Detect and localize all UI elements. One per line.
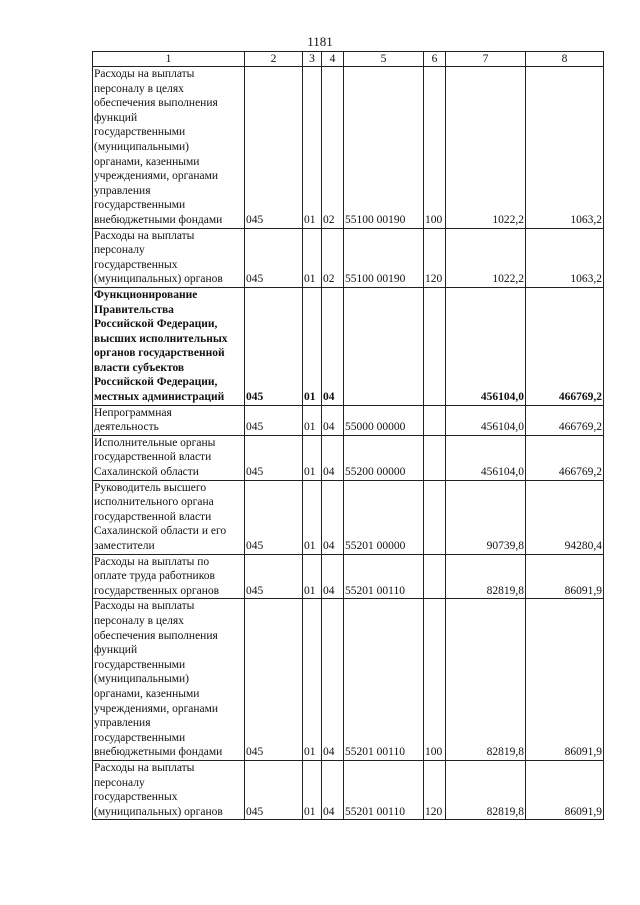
row-name: [93, 554, 245, 599]
target-article-code: 55100 00190: [344, 67, 424, 229]
row-name-line: Непрограммная: [94, 406, 172, 419]
row-name-line: Расходы на выплаты: [94, 68, 195, 80]
target-article-code: 55201 00110: [344, 760, 424, 819]
ministry-code: 045: [245, 405, 303, 435]
row-name-line: персоналу в целях: [94, 82, 184, 95]
table-body: [93, 67, 604, 820]
section-code: 01: [303, 287, 322, 405]
ministry-code: 045: [245, 435, 303, 480]
amount-year-2: 1063,2: [526, 67, 604, 229]
expense-type-code: [424, 435, 446, 480]
target-article-code: 55201 00000: [344, 480, 424, 554]
amount-year-1: 1022,2: [446, 67, 526, 229]
row-name-line: внебюджетными фондами: [94, 746, 223, 759]
row-name-line: Российской Федерации,: [94, 318, 218, 331]
row-name-line: Расходы на выплаты по: [94, 555, 210, 568]
row-name-line: (муниципальными): [94, 140, 189, 153]
ministry-code: 045: [245, 287, 303, 405]
row-name-line: органами, казенными: [94, 155, 200, 168]
table-row: [93, 599, 604, 761]
row-name-line: персоналу: [94, 776, 145, 789]
row-name-line: (муниципальных) органов: [94, 805, 223, 818]
expense-type-code: 100: [424, 67, 446, 229]
expense-type-code: 120: [424, 760, 446, 819]
table-row: [93, 287, 604, 405]
table-row: [93, 228, 604, 287]
row-name: [93, 599, 245, 761]
column-header: 7: [446, 52, 526, 67]
amount-year-1: 82819,8: [446, 760, 526, 819]
row-name-line: персоналу: [94, 244, 145, 257]
row-name-line: государственными: [94, 731, 186, 744]
subsection-code: 04: [322, 760, 344, 819]
table-row: [93, 435, 604, 480]
amount-year-1: 82819,8: [446, 554, 526, 599]
row-name-line: функций: [94, 644, 138, 657]
target-article-code: 55201 00110: [344, 554, 424, 599]
row-name-line: управления: [94, 184, 151, 197]
column-header: 5: [344, 52, 424, 67]
amount-year-1: 456104,0: [446, 405, 526, 435]
amount-year-2: 94280,4: [526, 480, 604, 554]
target-article-code: [344, 287, 424, 405]
row-name: [93, 228, 245, 287]
section-code: 01: [303, 760, 322, 819]
row-name-line: Российской Федерации,: [94, 376, 218, 389]
amount-year-2: 466769,2: [526, 405, 604, 435]
subsection-code: 04: [322, 554, 344, 599]
subsection-code: 04: [322, 287, 344, 405]
row-name-line: Сахалинской области: [94, 466, 199, 479]
amount-year-2: 86091,9: [526, 760, 604, 819]
amount-year-2: 1063,2: [526, 228, 604, 287]
subsection-code: 04: [322, 405, 344, 435]
budget-table: [92, 51, 604, 820]
section-code: 01: [303, 67, 322, 229]
row-name-line: обеспечения выполнения: [94, 97, 218, 110]
row-name-line: органами, казенными: [94, 687, 200, 700]
subsection-code: 02: [322, 228, 344, 287]
row-name-line: местных администраций: [94, 391, 225, 404]
column-header: 8: [526, 52, 604, 67]
row-name-line: высших исполнительных: [94, 332, 228, 345]
table-row: [93, 554, 604, 599]
row-name-line: государственной власти: [94, 510, 212, 523]
row-name-line: Исполнительные органы: [94, 436, 216, 449]
ministry-code: 045: [245, 228, 303, 287]
header-row: [93, 52, 604, 67]
ministry-code: 045: [245, 760, 303, 819]
ministry-code: 045: [245, 599, 303, 761]
table-row: [93, 760, 604, 819]
row-name-line: Правительства: [94, 303, 174, 316]
row-name-line: исполнительного органа: [94, 496, 214, 509]
row-name-line: деятельность: [94, 421, 159, 434]
amount-year-2: 466769,2: [526, 435, 604, 480]
row-name-line: государственной власти: [94, 451, 212, 464]
row-name-line: государственными: [94, 199, 186, 212]
amount-year-1: 456104,0: [446, 287, 526, 405]
row-name: [93, 760, 245, 819]
row-name-line: персоналу в целях: [94, 614, 184, 627]
row-name-line: Расходы на выплаты: [94, 600, 195, 613]
row-name: [93, 67, 245, 229]
row-name-line: функций: [94, 111, 138, 124]
row-name: [93, 405, 245, 435]
target-article-code: 55100 00190: [344, 228, 424, 287]
expense-type-code: [424, 405, 446, 435]
target-article-code: 55200 00000: [344, 435, 424, 480]
amount-year-1: 82819,8: [446, 599, 526, 761]
column-header: 6: [424, 52, 446, 67]
row-name-line: обеспечения выполнения: [94, 629, 218, 642]
row-name-line: Расходы на выплаты: [94, 761, 195, 774]
row-name-line: оплате труда работников: [94, 570, 215, 583]
table-row: [93, 405, 604, 435]
row-name-line: заместители: [94, 540, 155, 552]
row-name-line: государственных: [94, 258, 178, 271]
row-name-line: Сахалинской области и его: [94, 525, 227, 538]
subsection-code: 02: [322, 67, 344, 229]
page-number: 1181: [307, 34, 333, 49]
expense-type-code: [424, 287, 446, 405]
section-code: 01: [303, 228, 322, 287]
row-name-line: Расходы на выплаты: [94, 229, 195, 242]
row-name-line: государственных: [94, 791, 178, 804]
column-header: 1: [93, 52, 245, 67]
target-article-code: 55201 00110: [344, 599, 424, 761]
subsection-code: 04: [322, 480, 344, 554]
target-article-code: 55000 00000: [344, 405, 424, 435]
expense-type-code: [424, 554, 446, 599]
row-name-line: учреждениями, органами: [94, 702, 219, 715]
row-name-line: Функционирование: [94, 288, 198, 301]
table-row: [93, 67, 604, 229]
column-header: 3: [303, 52, 322, 67]
ministry-code: 045: [245, 554, 303, 599]
column-header: 4: [322, 52, 344, 67]
row-name-line: государственных органов: [94, 584, 220, 597]
amount-year-2: 86091,9: [526, 599, 604, 761]
row-name-line: управления: [94, 717, 151, 730]
column-header: 2: [245, 52, 303, 67]
row-name-line: власти субъектов: [94, 361, 185, 374]
section-code: 01: [303, 405, 322, 435]
row-name-line: Руководитель высшего: [94, 481, 207, 494]
amount-year-1: 456104,0: [446, 435, 526, 480]
row-name: [93, 287, 245, 405]
expense-type-code: [424, 480, 446, 554]
ministry-code: 045: [245, 480, 303, 554]
row-name: [93, 435, 245, 480]
row-name-line: внебюджетными фондами: [94, 213, 223, 226]
table-row: [93, 480, 604, 554]
row-name-line: государственными: [94, 658, 186, 671]
expense-type-code: 100: [424, 599, 446, 761]
subsection-code: 04: [322, 435, 344, 480]
row-name-line: органов государственной: [94, 347, 225, 360]
amount-year-2: 466769,2: [526, 287, 604, 405]
section-code: 01: [303, 480, 322, 554]
section-code: 01: [303, 599, 322, 761]
expense-type-code: 120: [424, 228, 446, 287]
amount-year-1: 90739,8: [446, 480, 526, 554]
amount-year-2: 86091,9: [526, 554, 604, 599]
row-name-line: учреждениями, органами: [94, 170, 219, 183]
section-code: 01: [303, 554, 322, 599]
ministry-code: 045: [245, 67, 303, 229]
amount-year-1: 1022,2: [446, 228, 526, 287]
row-name-line: государственными: [94, 126, 186, 139]
section-code: 01: [303, 435, 322, 480]
subsection-code: 04: [322, 599, 344, 761]
row-name-line: (муниципальными): [94, 673, 189, 686]
row-name: [93, 480, 245, 554]
row-name-line: (муниципальных) органов: [94, 273, 223, 286]
